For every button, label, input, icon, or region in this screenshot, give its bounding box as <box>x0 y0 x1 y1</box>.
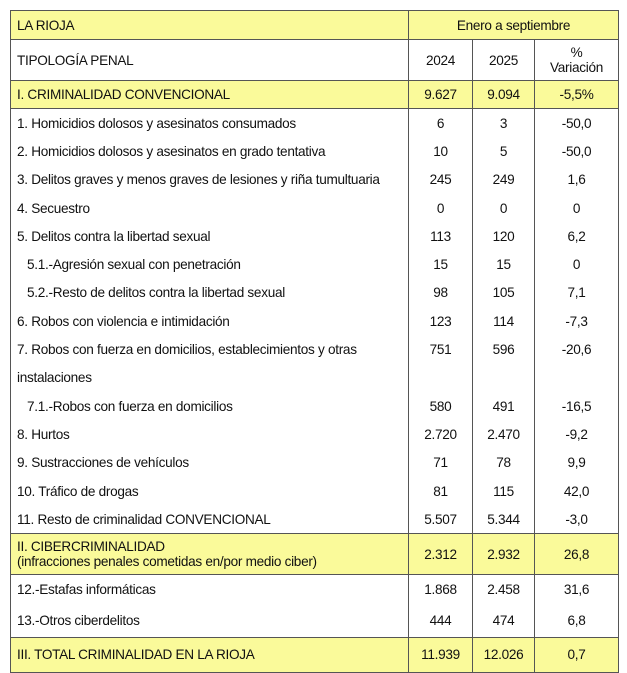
value-2024: 10 <box>409 137 473 165</box>
table-row <box>11 250 619 278</box>
row-label: 11. Resto de criminalidad CONVENCIONAL <box>11 505 409 534</box>
value-2025: 114 <box>473 307 535 335</box>
value-2025: 0 <box>473 194 535 222</box>
value-2024: 580 <box>409 392 473 420</box>
value-2025: 15 <box>473 250 535 278</box>
value-variation: 31,6 <box>535 575 619 604</box>
value-2024: 81 <box>409 477 473 505</box>
header-row-region <box>11 11 619 40</box>
row-label: 10. Tráfico de drogas <box>11 477 409 505</box>
variation-label: Variación <box>550 60 603 75</box>
value-2025: 2.470 <box>473 420 535 448</box>
value-2025: 491 <box>473 392 535 420</box>
value-2024: 15 <box>409 250 473 278</box>
value-variation: -9,2 <box>535 420 619 448</box>
row-label: 5.1.-Agresión sexual con penetración <box>11 250 409 278</box>
value-variation: -5,5% <box>535 81 619 109</box>
value-variation: 6,8 <box>535 604 619 638</box>
table-row <box>11 279 619 307</box>
empty-cell <box>473 364 535 392</box>
value-2025: 2.458 <box>473 575 535 604</box>
table-row <box>11 335 619 363</box>
value-2024: 245 <box>409 166 473 194</box>
row-label: 5.2.-Resto de delitos contra la libertad sexual <box>11 279 409 307</box>
column-header-variation <box>535 40 619 81</box>
table-row-continuation <box>11 364 619 392</box>
row-label: 6. Robos con violencia e intimidación <box>11 307 409 335</box>
value-variation: 26,8 <box>535 534 619 575</box>
row-label: 7.1.-Robos con fuerza en domicilios <box>11 392 409 420</box>
table-row <box>11 194 619 222</box>
value-2024: 2.720 <box>409 420 473 448</box>
section-label: I. CRIMINALIDAD CONVENCIONAL <box>11 81 409 109</box>
table-row <box>11 604 619 638</box>
row-label: 4. Secuestro <box>11 194 409 222</box>
value-2025: 2.932 <box>473 534 535 575</box>
table-row <box>11 477 619 505</box>
value-2025: 105 <box>473 279 535 307</box>
table-row <box>11 137 619 165</box>
section-row-total <box>11 637 619 672</box>
row-label: 3. Delitos graves y menos graves de lesiones y riña tumultuaria <box>11 166 409 194</box>
value-variation: 6,2 <box>535 222 619 250</box>
column-header-typology: TIPOLOGÍA PENAL <box>11 40 409 81</box>
row-label: 13.-Otros ciberdelitos <box>11 604 409 638</box>
value-variation: 0,7 <box>535 637 619 672</box>
value-2025: 3 <box>473 109 535 138</box>
table-row <box>11 449 619 477</box>
empty-cell <box>409 364 473 392</box>
value-variation: -20,6 <box>535 335 619 363</box>
section-row-conventional <box>11 81 619 109</box>
crime-statistics-table <box>10 10 619 673</box>
value-2024: 5.507 <box>409 505 473 534</box>
value-2024: 444 <box>409 604 473 638</box>
value-2025: 12.026 <box>473 637 535 672</box>
period-header: Enero a septiembre <box>409 11 619 40</box>
value-variation: 0 <box>535 194 619 222</box>
value-variation: -16,5 <box>535 392 619 420</box>
value-2024: 0 <box>409 194 473 222</box>
section-label <box>11 534 409 575</box>
table-row <box>11 166 619 194</box>
row-label-continuation: instalaciones <box>11 364 409 392</box>
value-2025: 596 <box>473 335 535 363</box>
value-2024: 123 <box>409 307 473 335</box>
column-header-2024: 2024 <box>409 40 473 81</box>
value-variation: -50,0 <box>535 109 619 138</box>
value-variation: 42,0 <box>535 477 619 505</box>
row-label: 12.-Estafas informáticas <box>11 575 409 604</box>
row-label: 1. Homicidios dolosos y asesinatos consumados <box>11 109 409 138</box>
value-variation: -7,3 <box>535 307 619 335</box>
row-label: 5. Delitos contra la libertad sexual <box>11 222 409 250</box>
value-2024: 11.939 <box>409 637 473 672</box>
row-label: 7. Robos con fuerza en domicilios, establecimientos y otras <box>11 335 409 363</box>
value-2025: 249 <box>473 166 535 194</box>
table-row <box>11 420 619 448</box>
table-row <box>11 222 619 250</box>
value-2025: 5.344 <box>473 505 535 534</box>
table-row <box>11 109 619 138</box>
table-row <box>11 392 619 420</box>
value-variation: 9,9 <box>535 449 619 477</box>
value-variation: 0 <box>535 250 619 278</box>
region-title: LA RIOJA <box>11 11 409 40</box>
section-subtitle: (infracciones penales cometidas en/por medio ciber) <box>17 554 317 570</box>
row-label: 9. Sustracciones de vehículos <box>11 449 409 477</box>
section-title: II. CIBERCRIMINALIDAD <box>17 539 165 555</box>
value-2025: 9.094 <box>473 81 535 109</box>
table-row <box>11 575 619 604</box>
table-row <box>11 505 619 534</box>
section-row-cyber <box>11 534 619 575</box>
value-variation: 1,6 <box>535 166 619 194</box>
percent-symbol: % <box>570 45 583 60</box>
value-variation: -3,0 <box>535 505 619 534</box>
value-2024: 71 <box>409 449 473 477</box>
value-2024: 98 <box>409 279 473 307</box>
empty-cell <box>535 364 619 392</box>
value-2024: 113 <box>409 222 473 250</box>
value-2024: 9.627 <box>409 81 473 109</box>
value-variation: 7,1 <box>535 279 619 307</box>
section-label: III. TOTAL CRIMINALIDAD EN LA RIOJA <box>11 637 409 672</box>
value-2024: 1.868 <box>409 575 473 604</box>
value-2025: 5 <box>473 137 535 165</box>
value-2025: 120 <box>473 222 535 250</box>
value-2024: 2.312 <box>409 534 473 575</box>
value-2024: 751 <box>409 335 473 363</box>
value-variation: -50,0 <box>535 137 619 165</box>
value-2025: 115 <box>473 477 535 505</box>
table-row <box>11 307 619 335</box>
value-2025: 474 <box>473 604 535 638</box>
value-2025: 78 <box>473 449 535 477</box>
header-row-columns <box>11 40 619 81</box>
column-header-2025: 2025 <box>473 40 535 81</box>
row-label: 2. Homicidios dolosos y asesinatos en grado tentativa <box>11 137 409 165</box>
value-2024: 6 <box>409 109 473 138</box>
row-label: 8. Hurtos <box>11 420 409 448</box>
